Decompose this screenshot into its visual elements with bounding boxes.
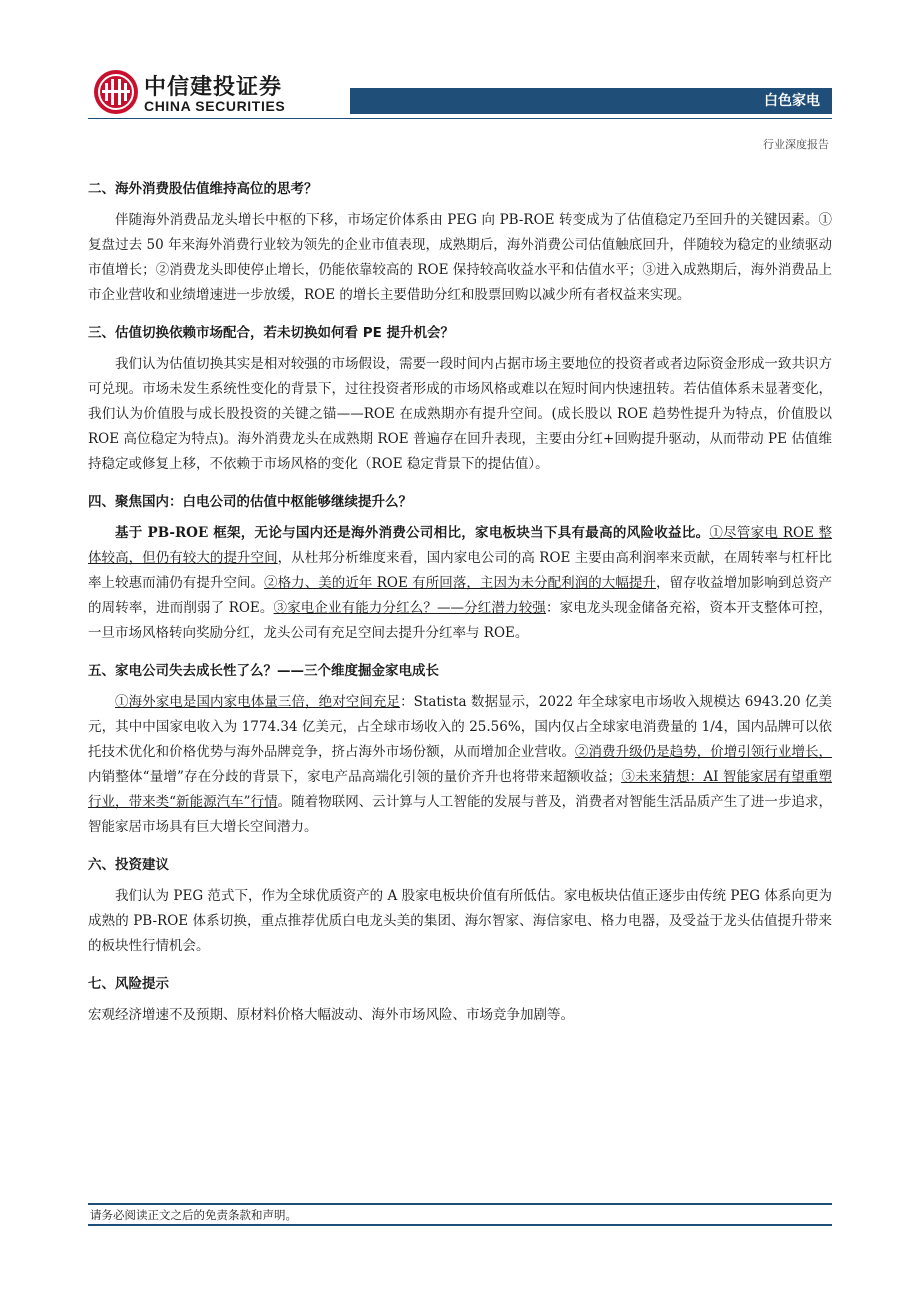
- underlined-point-2: ②格力、美的近年 ROE 有所回落，主因为未分配利润的大幅提升: [264, 575, 656, 591]
- text-3: 。随着物联网、云计算与人工智能的发展与普及，消费者对智能生活品质产生了进一步追求，智能家居市场具有巨大增长空间潜力。: [88, 794, 833, 835]
- bold-lead: 基于 PB-ROE 框架，无论与国内还是海外消费公司相比，家电板块当下具有最高的风险收益比。: [115, 525, 710, 541]
- section-paragraph-6: 我们认为 PEG 范式下，作为全球优质资产的 A 股家电板块价值有所低估。家电板块估值正逐步由传统 PEG 体系向更为成熟的 PB-ROE 体系切换，重点推荐优质白电龙头美的集团、海尔智家、海信家电、格力电器，及受益于龙头估值提升带来的板块性行情机会。: [88, 888, 832, 954]
- company-name-en: CHINA SECURITIES: [144, 98, 286, 114]
- section-heading-6: 六、投资建议: [88, 857, 169, 873]
- underlined-point-3: ③家电企业有能力分红么？——分红潜力较强: [273, 600, 546, 616]
- footer-disclaimer: 请务必阅读正文之后的免责条款和声明。: [90, 1208, 297, 1222]
- section-paragraph-7: 宏观经济增速不及预期、原材料价格大幅波动、海外市场风险、市场竞争加剧等。: [88, 1007, 574, 1023]
- section-paragraph-3: 我们认为估值切换其实是相对较强的市场假设，需要一段时间内占据市场主要地位的投资者或者边际资金形成一致共识方可兑现。市场未发生系统性变化的背景下，过往投资者形成的市场风格或难以在短时间内快速扭转。若估值体系未显著变化，我们认为价值股与成长股投资的关键之锚——ROE 在成熟期亦有提升空间。(成长股以 ROE 趋势性提升为特点，价值股以 ROE 高位稳定为特点)。海外消费龙头在成熟期 ROE 普遍存在回升表现，主要由分红+回购提升驱动，从而带动 PE 估值维持稳定或修复上移，不依赖于市场风格的变化（ROE 稳定背景下的提估值）。: [88, 356, 832, 472]
- section-heading-7: 七、风险提示: [88, 976, 169, 992]
- header-divider: [88, 118, 832, 119]
- sector-banner: [350, 88, 832, 114]
- text-1: ：Statista 数据显示，2022 年全球家电市场收入规模达 6943.20 亿美元，其中中国家电收入为 1774.34 亿美元，占全球市场收入的 25.56%，国内仅占全球家电消费量的 1/4，国内品牌可以依托技术优化和价格优势与海外品牌竞争，挤占海外市场份额，从而增加企业营收。: [88, 694, 833, 760]
- report-body: [88, 178, 832, 1042]
- section-heading-3: 三、估值切换依赖市场配合，若未切换如何看 PE 提升机会？: [88, 325, 455, 341]
- section-heading-5: 五、家电公司失去成长性了么？——三个维度掘金家电成长: [88, 663, 439, 679]
- section-heading-2: 二、海外消费股估值维持高位的思考？: [88, 181, 318, 197]
- sector-label: 白色家电: [764, 93, 820, 109]
- text-2: ，留存收益增加影响到总资产的周转率，进而削弱了 ROE。: [88, 575, 833, 616]
- company-name-cn: 中信建投证券: [144, 75, 283, 100]
- underlined-point-3: ③未来猜想：AI 智能家居有望重塑行业，带来类“新能源汽车”行情: [88, 769, 832, 810]
- report-type-label: 行业深度报告: [763, 138, 829, 151]
- text-2: 内销整体“量增”存在分歧的背景下，家电产品高端化引领的量价齐升也将带来超额收益；: [88, 769, 622, 785]
- section-paragraph-2: 伴随海外消费品龙头增长中枢的下移，市场定价体系由 PEG 向 PB-ROE 转变成为了估值稳定乃至回升的关键因素。①复盘过去 50 年来海外消费行业较为领先的企业市值表现，成熟期后，海外消费公司估值触底回升，伴随较为稳定的业绩驱动市值增长；②消费龙头即使停止增长，仍能依靠较高的 ROE 保持较高收益水平和估值水平；③进入成熟期后，海外消费品上市企业营收和业绩增速进一步放缓，ROE 的增长主要借助分红和股票回购以减少所有者权益来实现。: [88, 212, 832, 303]
- footer-divider-bottom: [88, 1224, 832, 1226]
- section-paragraph-4: [88, 521, 832, 646]
- text-1: ，从杜邦分析维度来看，国内家电公司的高 ROE 主要由高利润率来贡献，在周转率与杠杆比率上较惠而浦仍有提升空间。: [88, 550, 833, 591]
- text-3: ：家电龙头现金储备充裕，资本开支整体可控，一旦市场风格转向奖励分红，龙头公司有充足空间去提升分红率与 ROE。: [88, 600, 832, 641]
- underlined-point-2: ②消费升级仍是趋势，价增引领行业增长，: [575, 744, 832, 760]
- underlined-point-1: ①海外家电是国内家电体量三倍，绝对空间充足: [115, 694, 401, 710]
- footer-divider-top: [88, 1203, 832, 1205]
- section-paragraph-5: [88, 690, 832, 840]
- china-securities-logo-icon: [92, 68, 140, 116]
- section-heading-4: 四、聚焦国内：白电公司的估值中枢能够继续提升么？: [88, 494, 412, 510]
- underlined-point-1: ①尽管家电 ROE 整体较高，但仍有较大的提升空间: [88, 525, 833, 566]
